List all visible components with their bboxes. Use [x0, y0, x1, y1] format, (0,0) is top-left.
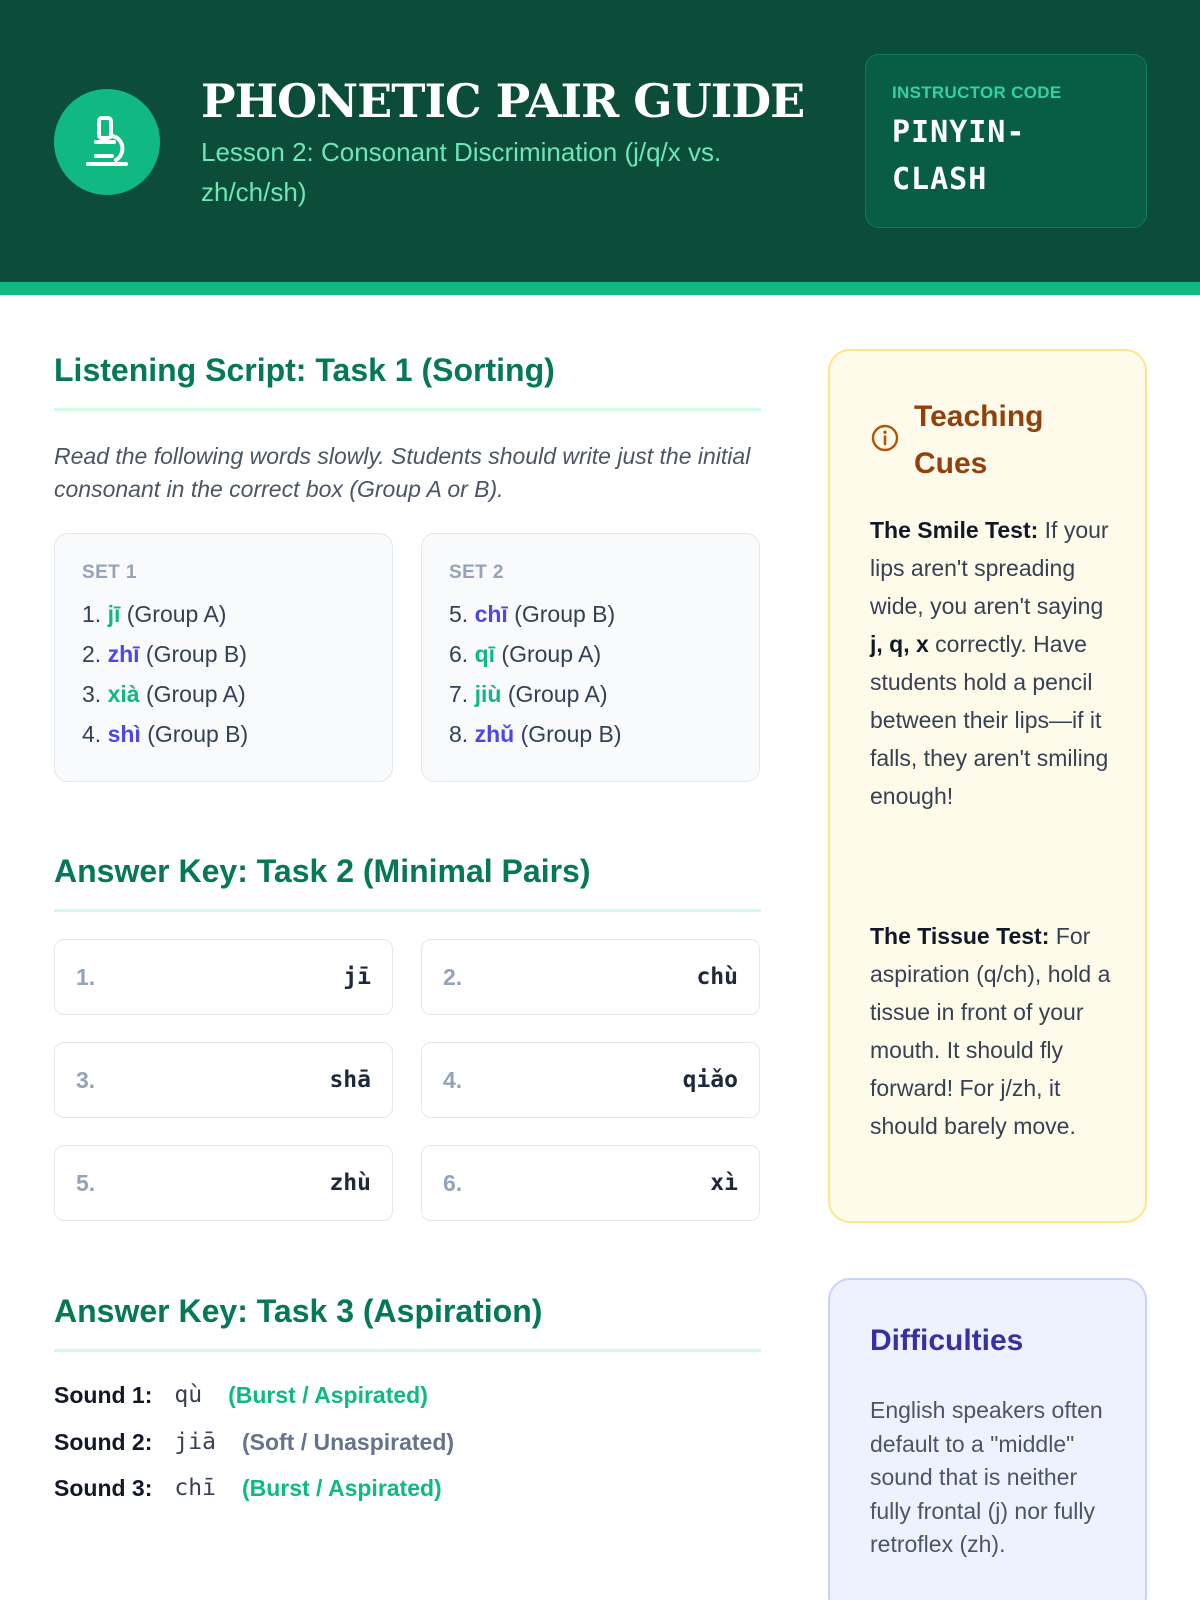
task1-title: Listening Script: Task 1 (Sorting) — [54, 352, 555, 388]
list-item: 1. jī (Group A) — [82, 601, 227, 627]
smile-test-paragraph: The Smile Test: If your lips aren't spreading wide, you aren't saying j, q, x correctly. Have students hold a pencil between their lips—if it falls, they aren't smiling enough! — [870, 517, 1109, 809]
task1-divider — [54, 408, 761, 411]
group-label: (Group A) — [145, 681, 246, 707]
pinyin-word: jī — [107, 601, 121, 627]
pair-card — [421, 939, 760, 1015]
smile-test-heading: The Smile Test: — [870, 517, 1039, 543]
sound-tag: (Soft / Unaspirated) — [241, 1428, 455, 1455]
instructor-code-line-2: CLASH — [892, 162, 988, 197]
instructor-code-line-1: PINYIN- — [892, 115, 1026, 150]
set-card-1 — [54, 533, 393, 782]
pair-number: 3. — [76, 1066, 96, 1093]
pair-card — [54, 939, 393, 1015]
sound-label: Sound 1: — [54, 1381, 153, 1408]
logo-badge — [54, 89, 160, 195]
instructor-code-value — [892, 109, 1120, 203]
pinyin-word: zhī — [107, 641, 140, 667]
list-item: 4. shì (Group B) — [82, 721, 249, 747]
list-item: 6. qī (Group A) — [449, 641, 602, 667]
pinyin-word: shì — [107, 721, 141, 747]
page-title: PHONETIC PAIR GUIDE — [201, 74, 805, 128]
group-label: (Group A) — [501, 641, 602, 667]
difficulties-text: English speakers often default to a "middle" sound that is neither fully frontal (j) nor fully retroflex (zh). — [870, 1397, 1103, 1557]
pair-number: 4. — [443, 1066, 463, 1093]
pair-answer: chù — [696, 964, 738, 990]
sound-pinyin: chī — [174, 1475, 216, 1501]
pair-number: 2. — [443, 963, 463, 990]
sound-tag: (Burst / Aspirated) — [241, 1474, 442, 1501]
list-item: 7. jiù (Group A) — [449, 681, 608, 707]
sound-row — [54, 1377, 428, 1413]
group-label: (Group B) — [520, 721, 622, 747]
pair-answer: shā — [329, 1067, 371, 1093]
teaching-cues-title: Teaching Cues — [914, 400, 1044, 480]
set-label: SET 1 — [82, 562, 137, 583]
difficulties-panel — [828, 1278, 1147, 1600]
group-label: (Group B) — [147, 721, 249, 747]
pinyin-word: chī — [474, 601, 508, 627]
pair-answer: zhù — [329, 1170, 371, 1196]
task2-title: Answer Key: Task 2 (Minimal Pairs) — [54, 853, 591, 889]
smile-test-emphasis: j, q, x — [870, 631, 929, 657]
pair-number: 5. — [76, 1169, 96, 1196]
task3-divider — [54, 1349, 761, 1352]
sound-label: Sound 2: — [54, 1428, 153, 1455]
task3-title: Answer Key: Task 3 (Aspiration) — [54, 1293, 543, 1329]
page-header — [0, 0, 1200, 282]
set-label: SET 2 — [449, 562, 504, 583]
instructor-code-box — [865, 54, 1147, 228]
sound-pinyin: qù — [174, 1382, 203, 1408]
difficulties-title: Difficulties — [870, 1324, 1024, 1357]
microscope-icon — [82, 114, 132, 170]
teaching-cues-panel — [828, 349, 1147, 1223]
tissue-test-heading: The Tissue Test: — [870, 923, 1050, 949]
page-subtitle: Lesson 2: Consonant Discrimination (j/q/x vs. zh/ch/sh) — [201, 137, 722, 207]
pair-card — [54, 1145, 393, 1221]
group-label: (Group B) — [514, 601, 616, 627]
list-item: 5. chī (Group B) — [449, 601, 616, 627]
pair-card — [421, 1145, 760, 1221]
set-card-2 — [421, 533, 760, 782]
sound-row — [54, 1424, 454, 1460]
group-label: (Group A) — [507, 681, 608, 707]
task1-instructions: Read the following words slowly. Students should write just the initial consonant in the correct box (Group A or B). — [54, 443, 751, 502]
pinyin-word: zhǔ — [474, 721, 515, 747]
group-label: (Group A) — [126, 601, 227, 627]
header-accent-stripe — [0, 282, 1200, 295]
list-item: 8. zhǔ (Group B) — [449, 721, 622, 747]
instructor-code-label: INSTRUCTOR CODE — [892, 83, 1062, 102]
pair-number: 6. — [443, 1169, 463, 1196]
sound-row — [54, 1470, 442, 1506]
sound-pinyin: jiā — [174, 1429, 216, 1455]
pair-answer: jī — [343, 964, 371, 990]
pair-number: 1. — [76, 963, 96, 990]
pair-card — [421, 1042, 760, 1118]
task2-divider — [54, 909, 761, 912]
pair-answer: qiǎo — [682, 1067, 738, 1093]
tissue-test-paragraph: The Tissue Test: For aspiration (q/ch), hold a tissue in front of your mouth. It should fly forward! For j/zh, it should barely move. — [870, 923, 1111, 1139]
pinyin-word: jiù — [474, 681, 502, 707]
pair-card — [54, 1042, 393, 1118]
group-label: (Group B) — [145, 641, 247, 667]
info-icon — [871, 424, 899, 452]
pinyin-word: xià — [107, 681, 140, 707]
sound-label: Sound 3: — [54, 1474, 153, 1501]
list-item: 2. zhī (Group B) — [82, 641, 247, 667]
list-item: 3. xià (Group A) — [82, 681, 246, 707]
pinyin-word: qī — [474, 641, 496, 667]
pair-answer: xì — [710, 1170, 738, 1196]
sound-tag: (Burst / Aspirated) — [228, 1381, 428, 1408]
